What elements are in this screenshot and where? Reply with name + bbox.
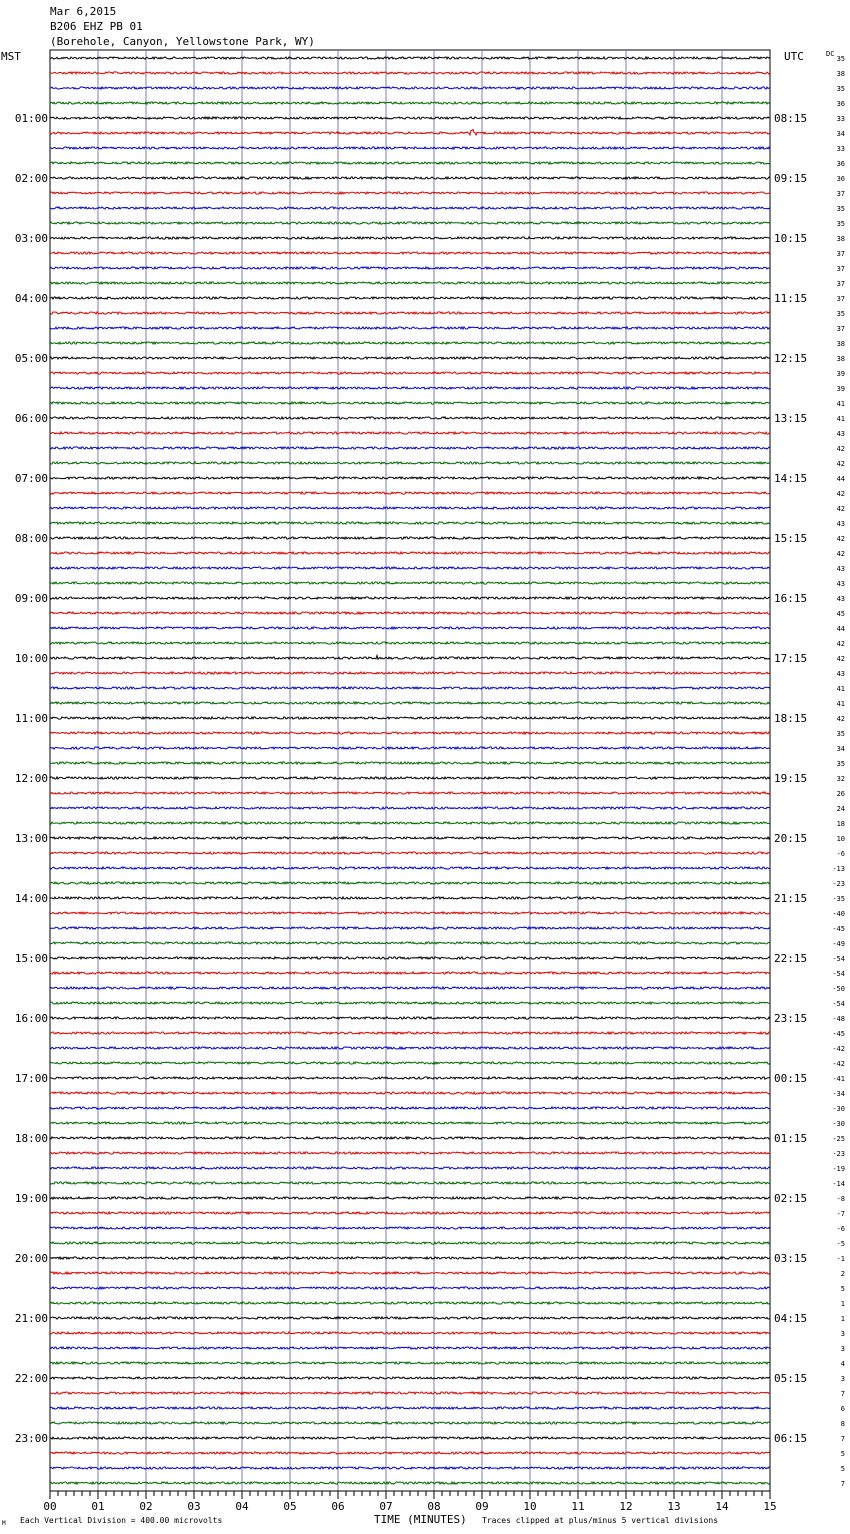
dc-offset-label: 42 [836, 445, 845, 453]
dc-offset-label: 37 [836, 280, 845, 288]
seismic-trace [50, 402, 770, 404]
seismic-trace [50, 162, 770, 164]
x-tick-label: 11 [571, 1500, 585, 1513]
seismic-trace [50, 897, 770, 899]
left-hour-label: 05:00 [14, 352, 48, 365]
left-hour-label: 16:00 [14, 1012, 48, 1025]
seismic-trace [50, 852, 770, 854]
seismic-trace [50, 117, 770, 119]
seismic-trace [50, 567, 770, 569]
left-hour-label: 12:00 [14, 772, 48, 785]
dc-offset-label: 5 [840, 1465, 845, 1473]
right-hour-label: 06:15 [774, 1432, 808, 1445]
left-hour-label: 01:00 [14, 112, 48, 125]
right-hour-label: 17:15 [774, 652, 808, 665]
left-hour-label: 19:00 [14, 1192, 48, 1205]
seismic-trace [50, 102, 770, 104]
right-hour-label: 20:15 [774, 832, 808, 845]
left-hour-label: 07:00 [14, 472, 48, 485]
seismic-trace [50, 507, 770, 509]
seismic-trace [50, 147, 770, 149]
seismic-trace [50, 1272, 770, 1274]
x-axis [43, 1491, 776, 1513]
right-hour-label: 14:15 [774, 472, 808, 485]
x-tick-label: 01 [91, 1500, 105, 1513]
seismic-trace [50, 237, 770, 239]
seismic-trace [50, 207, 770, 209]
seismic-trace [50, 1002, 770, 1004]
dc-offset-label: 41 [836, 415, 845, 423]
dc-offset-label: 43 [836, 595, 845, 603]
dc-offset-label: 24 [836, 805, 845, 813]
dc-offset-label: -54 [832, 955, 845, 963]
dc-offset-label: 38 [836, 355, 845, 363]
dc-offset-label: 32 [836, 775, 845, 783]
dc-offset-label: 2 [840, 1270, 845, 1278]
dc-offset-label: 37 [836, 295, 845, 303]
x-tick-label: 06 [331, 1500, 345, 1513]
seismic-trace [50, 462, 770, 464]
right-hour-label: 01:15 [774, 1132, 808, 1145]
seismic-trace [50, 1032, 770, 1034]
right-axis-label: UTC [784, 50, 804, 63]
seismic-trace [50, 1422, 770, 1424]
seismic-trace [50, 57, 770, 59]
dc-offset-label: 26 [836, 790, 845, 798]
seismic-trace [50, 1182, 770, 1184]
seismic-trace [50, 612, 770, 614]
right-hour-label: 19:15 [774, 772, 808, 785]
dc-offset-label: 33 [836, 115, 845, 123]
dc-offset-label: 7 [840, 1480, 845, 1488]
seismic-trace [50, 807, 770, 809]
seismic-trace [50, 627, 770, 629]
seismic-trace [50, 252, 770, 254]
seismic-trace [50, 777, 770, 779]
seismic-trace [50, 1107, 770, 1109]
dc-offset-label: 42 [836, 460, 845, 468]
right-hour-label: 21:15 [774, 892, 808, 905]
dc-offset-label: 42 [836, 715, 845, 723]
seismic-trace [50, 447, 770, 449]
dc-offset-label: 44 [836, 625, 845, 633]
seismic-trace [50, 387, 770, 389]
dc-offset-label: 6 [840, 1405, 845, 1413]
seismic-trace [50, 372, 770, 374]
x-tick-label: 03 [187, 1500, 201, 1513]
dc-offset-label: 39 [836, 385, 845, 393]
seismic-trace [50, 327, 770, 329]
seismic-trace [50, 1302, 770, 1304]
dc-offset-label: -7 [836, 1210, 845, 1218]
x-tick-label: 08 [427, 1500, 441, 1513]
seismic-trace [50, 687, 770, 689]
dc-offset-label: 1 [840, 1300, 845, 1308]
dc-offset-label: -41 [832, 1075, 845, 1083]
x-tick-label: 10 [523, 1500, 537, 1513]
header-location: (Borehole, Canyon, Yellowstone Park, WY) [50, 35, 315, 48]
seismic-trace [50, 792, 770, 794]
clip-note: Traces clipped at plus/minus 5 vertical divisions [482, 1516, 719, 1525]
dc-offset-label: 35 [836, 310, 845, 318]
dc-offset-label: 5 [840, 1450, 845, 1458]
dc-offset-label: 7 [840, 1390, 845, 1398]
dc-offset-label: 37 [836, 250, 845, 258]
seismic-trace [50, 762, 770, 764]
seismic-trace [50, 192, 770, 194]
dc-offset-label: 36 [836, 175, 845, 183]
dc-offset-label: 43 [836, 565, 845, 573]
grid-layer [50, 50, 770, 1491]
dc-offset-label: 41 [836, 400, 845, 408]
seismic-trace [50, 672, 770, 674]
dc-offset-label: 3 [840, 1375, 845, 1383]
dc-offset-label: -40 [832, 910, 845, 918]
x-tick-label: 13 [667, 1500, 681, 1513]
dc-offset-label: -13 [832, 865, 845, 873]
x-tick-label: 15 [763, 1500, 777, 1513]
dc-offset-label: 35 [836, 760, 845, 768]
dc-offset-label: -45 [832, 925, 845, 933]
x-tick-label: 02 [139, 1500, 153, 1513]
left-hour-label: 15:00 [14, 952, 48, 965]
seismic-trace [50, 432, 770, 434]
dc-offset-label: -6 [836, 850, 845, 858]
dc-offset-label: 7 [840, 1435, 845, 1443]
dc-offset-label: 45 [836, 610, 845, 618]
dc-offset-label: 37 [836, 265, 845, 273]
left-axis-label: MST [1, 50, 21, 63]
dc-offset-label: -6 [836, 1225, 845, 1233]
dc-offset-label: 43 [836, 580, 845, 588]
seismic-trace [50, 1122, 770, 1124]
dc-offset-label: 35 [836, 85, 845, 93]
dc-offset-label: 10 [836, 835, 845, 843]
seismic-trace [50, 1077, 770, 1079]
vertical-division-note: Each Vertical Division = 400.00 microvolts [20, 1516, 223, 1525]
seismic-trace [50, 1347, 770, 1349]
dc-offset-label: 37 [836, 325, 845, 333]
dc-offset-label: -1 [836, 1255, 845, 1263]
seismic-trace [50, 1407, 770, 1409]
seismic-trace [50, 537, 770, 539]
seismic-trace [50, 177, 770, 179]
seismic-trace [50, 492, 770, 494]
dc-offset-label: 3 [840, 1345, 845, 1353]
dc-offset-label: -49 [832, 940, 845, 948]
seismic-trace [50, 1332, 770, 1334]
seismic-trace [50, 87, 770, 89]
seismic-trace [50, 342, 770, 344]
seismic-trace [50, 1482, 770, 1484]
dc-offset-label: -48 [832, 1015, 845, 1023]
dc-offset-label: 35 [836, 730, 845, 738]
seismic-trace [50, 357, 770, 359]
x-tick-label: 09 [475, 1500, 489, 1513]
seismic-trace [50, 642, 770, 644]
dc-offset-label: -30 [832, 1120, 845, 1128]
dc-offset-label: 42 [836, 655, 845, 663]
seismic-trace [50, 522, 770, 524]
left-hour-label: 18:00 [14, 1132, 48, 1145]
dc-offset-label: -23 [832, 1150, 845, 1158]
seismic-trace [50, 1392, 770, 1394]
seismic-trace [50, 267, 770, 269]
dc-offset-label: 38 [836, 70, 845, 78]
seismic-trace [50, 1242, 770, 1244]
dc-offset-label: 42 [836, 490, 845, 498]
seismic-trace [50, 1227, 770, 1229]
right-hour-label: 00:15 [774, 1072, 808, 1085]
seismic-trace [50, 987, 770, 989]
right-hour-label: 02:15 [774, 1192, 808, 1205]
dc-offset-label: 34 [836, 745, 845, 753]
dc-offset-label: 38 [836, 235, 845, 243]
seismic-trace [50, 597, 770, 599]
dc-offset-label: 35 [836, 220, 845, 228]
dc-offset-label: 35 [836, 55, 845, 63]
right-hour-label: 09:15 [774, 172, 808, 185]
seismic-trace [50, 417, 770, 419]
x-tick-label: 12 [619, 1500, 633, 1513]
dc-offset-label: 44 [836, 475, 845, 483]
dc-offset-label: 38 [836, 340, 845, 348]
dc-offset-label: 37 [836, 190, 845, 198]
seismic-trace [50, 1437, 770, 1439]
dc-offset-label: 42 [836, 535, 845, 543]
seismic-trace [50, 1017, 770, 1019]
right-hour-label: 11:15 [774, 292, 808, 305]
right-hour-label: 04:15 [774, 1312, 808, 1325]
left-hour-label: 11:00 [14, 712, 48, 725]
dc-offset-label: 1 [840, 1315, 845, 1323]
seismic-trace [50, 1317, 770, 1319]
dc-offset-label: 41 [836, 685, 845, 693]
seismic-trace [50, 282, 770, 284]
dc-offset-label: -25 [832, 1135, 845, 1143]
seismic-trace [50, 297, 770, 299]
dc-offset-label: -35 [832, 895, 845, 903]
left-hour-label: 22:00 [14, 1372, 48, 1385]
dc-offset-label: -54 [832, 970, 845, 978]
dc-offset-label: -42 [832, 1060, 845, 1068]
dc-offset-label: -42 [832, 1045, 845, 1053]
seismic-trace [50, 222, 770, 224]
dc-offset-label: -8 [836, 1195, 845, 1203]
right-hour-label: 10:15 [774, 232, 808, 245]
header-date: Mar 6,2015 [50, 5, 117, 18]
left-hour-label: 10:00 [14, 652, 48, 665]
dc-offset-label: 43 [836, 430, 845, 438]
seismic-trace [50, 867, 770, 869]
seismic-trace [50, 1287, 770, 1289]
seismic-trace [50, 1212, 770, 1214]
left-hour-label: 03:00 [14, 232, 48, 245]
seismic-trace [50, 942, 770, 944]
seismic-trace [50, 702, 770, 704]
dc-offset-label: -34 [832, 1090, 845, 1098]
seismic-trace [50, 927, 770, 929]
right-hour-label: 15:15 [774, 532, 808, 545]
dc-offset-label: 34 [836, 130, 845, 138]
seismic-trace [50, 1257, 770, 1259]
seismic-trace [50, 72, 770, 74]
seismic-trace [50, 582, 770, 584]
seismic-trace [50, 1137, 770, 1139]
dc-offset-label: 3 [840, 1330, 845, 1338]
dc-offset-label: 43 [836, 520, 845, 528]
seismic-trace [50, 130, 770, 136]
seismic-trace [50, 732, 770, 734]
dc-offset-label: 41 [836, 700, 845, 708]
right-hour-label: 23:15 [774, 1012, 808, 1025]
dc-offset-label: 42 [836, 505, 845, 513]
dc-offset-label: 33 [836, 145, 845, 153]
x-tick-label: 05 [283, 1500, 297, 1513]
seismic-trace [50, 912, 770, 914]
seismic-trace [50, 957, 770, 959]
dc-offset-label: 36 [836, 100, 845, 108]
seismic-trace [50, 747, 770, 749]
trace-layer [50, 57, 770, 1484]
corner-mark: M [2, 1520, 6, 1527]
right-hour-label: 22:15 [774, 952, 808, 965]
dc-offset-label: -5 [836, 1240, 845, 1248]
left-hour-label: 14:00 [14, 892, 48, 905]
left-hour-label: 08:00 [14, 532, 48, 545]
left-hour-label: 23:00 [14, 1432, 48, 1445]
left-hour-label: 20:00 [14, 1252, 48, 1265]
seismic-trace [50, 1377, 770, 1379]
left-hour-label: 21:00 [14, 1312, 48, 1325]
seismic-trace [50, 1167, 770, 1169]
dc-offset-label: 39 [836, 370, 845, 378]
x-tick-label: 04 [235, 1500, 249, 1513]
seismic-trace [50, 1452, 770, 1454]
dc-offset-label: 18 [836, 820, 845, 828]
seismic-trace [50, 717, 770, 719]
right-hour-label: 08:15 [774, 112, 808, 125]
left-hour-label: 13:00 [14, 832, 48, 845]
left-hour-label: 02:00 [14, 172, 48, 185]
dc-offset-label: 35 [836, 205, 845, 213]
seismic-trace [50, 882, 770, 884]
dc-offset-label: -30 [832, 1105, 845, 1113]
seismic-trace [50, 1362, 770, 1364]
plot-border [50, 50, 770, 1491]
right-hour-label: 05:15 [774, 1372, 808, 1385]
dc-offset-label: 42 [836, 550, 845, 558]
seismic-trace [50, 552, 770, 554]
right-hour-label: 16:15 [774, 592, 808, 605]
right-hour-label: 12:15 [774, 352, 808, 365]
dc-offset-label: 42 [836, 640, 845, 648]
dc-offset-label: -19 [832, 1165, 845, 1173]
dc-offset-label: 5 [840, 1285, 845, 1293]
dc-offset-label: -14 [832, 1180, 845, 1188]
seismic-trace [50, 822, 770, 824]
left-hour-label: 09:00 [14, 592, 48, 605]
seismic-trace [50, 1152, 770, 1154]
x-axis-title: TIME (MINUTES) [374, 1513, 467, 1526]
dc-offset-label: 8 [840, 1420, 845, 1428]
header-station: B206 EHZ PB 01 [50, 20, 143, 33]
right-hour-label: 03:15 [774, 1252, 808, 1265]
dc-label: DC [826, 50, 835, 58]
seismic-trace [50, 1197, 770, 1199]
seismic-trace [50, 972, 770, 974]
seismic-trace [50, 1467, 770, 1469]
dc-offset-label: -54 [832, 1000, 845, 1008]
left-hour-label: 06:00 [14, 412, 48, 425]
x-tick-label: 14 [715, 1500, 729, 1513]
seismic-trace [50, 477, 770, 479]
x-tick-label: 07 [379, 1500, 393, 1513]
seismic-trace [50, 656, 770, 660]
left-hour-label: 04:00 [14, 292, 48, 305]
seismic-trace [50, 1062, 770, 1064]
right-hour-label: 18:15 [774, 712, 808, 725]
seismic-trace [50, 1047, 770, 1049]
dc-offset-label: 4 [840, 1360, 845, 1368]
dc-offset-label: 36 [836, 160, 845, 168]
seismic-trace [50, 837, 770, 839]
dc-offset-label: -45 [832, 1030, 845, 1038]
dc-offset-label: 43 [836, 670, 845, 678]
seismic-trace [50, 312, 770, 314]
dc-offset-label: -50 [832, 985, 845, 993]
dc-offset-label: -23 [832, 880, 845, 888]
seismic-trace [50, 1092, 770, 1094]
left-hour-label: 17:00 [14, 1072, 48, 1085]
x-tick-label: 00 [43, 1500, 57, 1513]
right-hour-label: 13:15 [774, 412, 808, 425]
